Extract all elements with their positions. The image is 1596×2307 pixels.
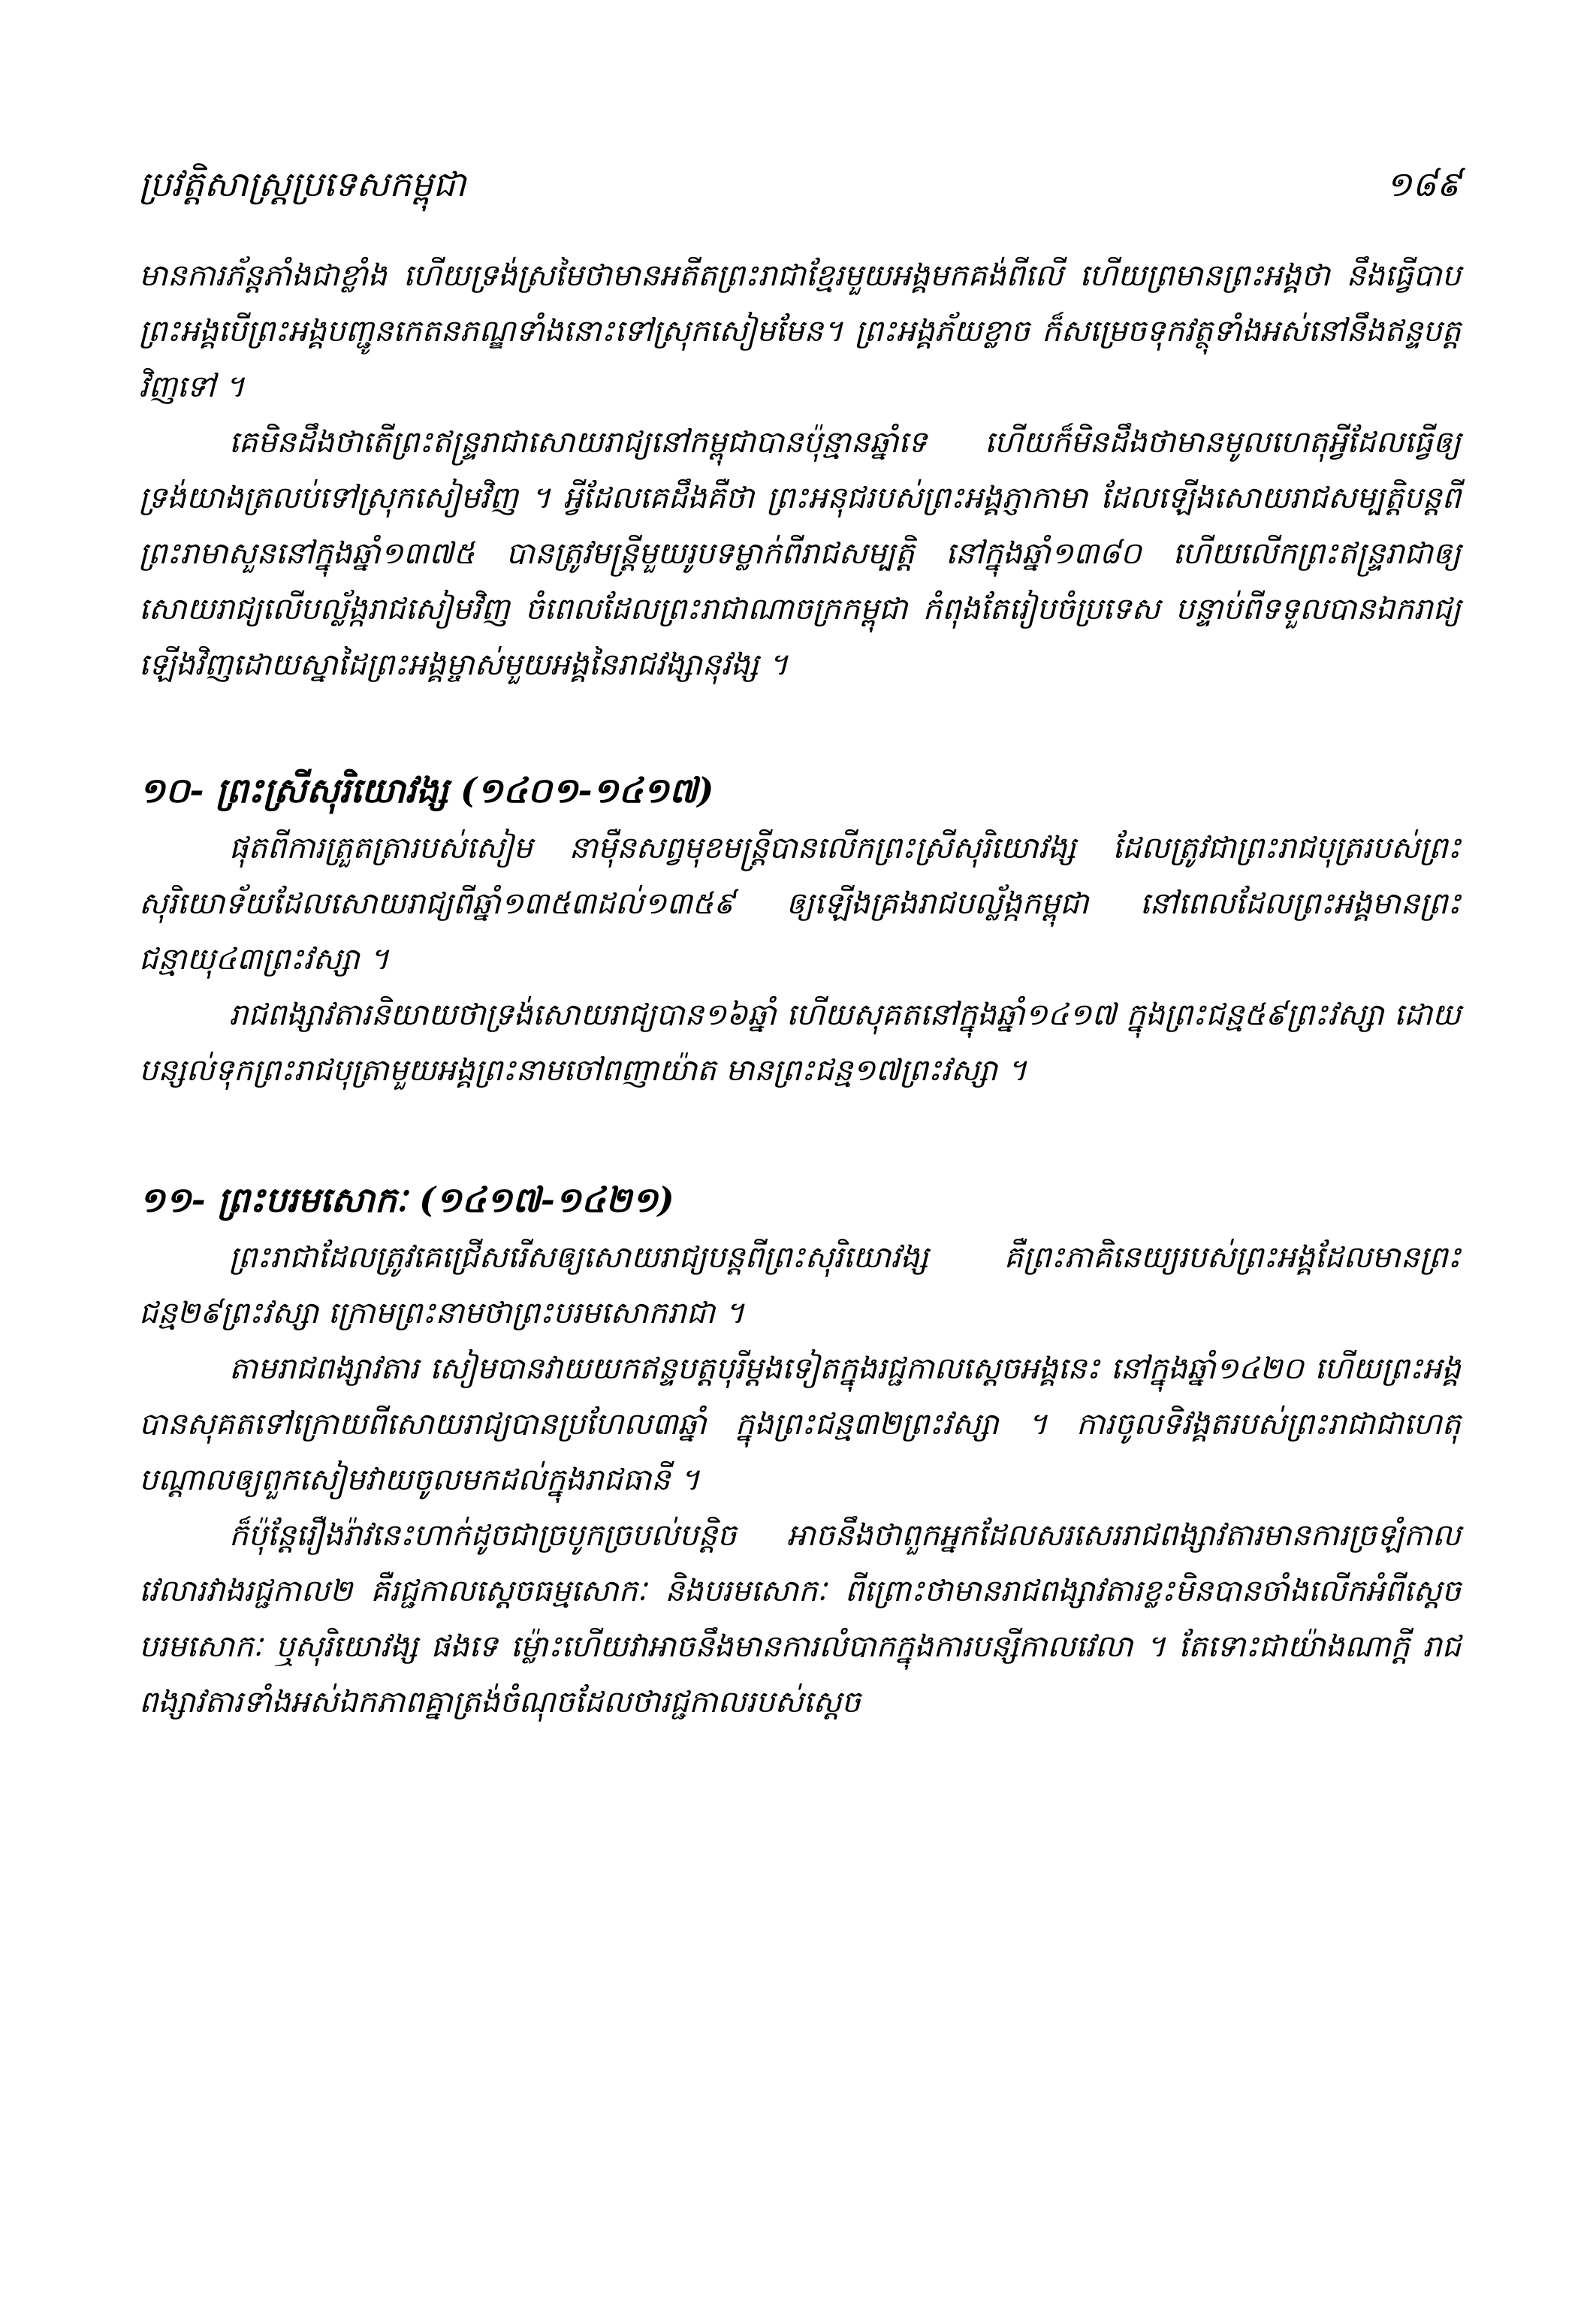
paragraph: មានការភ័ន្តភាំងជាខ្លាំង ហើយទ្រង់ស្រមៃថាមានអតីតព្រះរាជាខ្មែរមួយអង្គមកគង់ពីលើ ហើយព្រមានព្រះអង្គថា នឹងធ្វើបាបព្រះអង្គបើព្រះអង្គបញ្ជូនកេតនភណ្ឌទាំងនោះទៅស្រុកសៀមមែន។ ព្រះអង្គភ័យខ្លាច ក៏សម្រេចទុកវត្ថុទាំងអស់នៅនឹងឥន្ទបត្តវិញទៅ ។ <box>139 258 1461 404</box>
paragraph: តាមរាជពង្សាវតារ សៀមបានវាយយកឥន្ទបត្តបុរីម្តងទៀតក្នុងរជ្ជកាលស្តេចអង្គនេះ នៅក្នុងឆ្នាំ១៤២០ ហើយព្រះអង្គបានសុគតទៅក្រោយពីសោយរាជ្យបានប្រហែល៣ឆ្នាំ ក្នុងព្រះជន្ម៣២ព្រះវស្សា ។ ការចូលទិវង្គតរបស់ព្រះរាជាជាហេតុបណ្តាលឲ្យពួកសៀមវាយចូលមកដល់ក្នុងរាជធានី ។ <box>139 1351 1461 1497</box>
page-body <box>139 248 1461 1730</box>
paragraph: ផុតពីការត្រួតត្រារបស់សៀម នាម៉ឺនសព្វមុខមន្ត្រីបានលើកព្រះស្រីសុរិយោវង្ស ដែលត្រូវជាព្រះរាជបុត្ររបស់ព្រះសុរិយោទ័យដែលសោយរាជ្យពីឆ្នាំ១៣៥៣ដល់១៣៥៩ ឲ្យឡើងគ្រងរាជបល្ល័ង្កកម្ពុជា នៅពេលដែលព្រះអង្គមានព្រះជន្មាយុ៤៣ព្រះវស្សា ។ <box>139 831 1461 977</box>
page-number: ១៨៩ <box>1386 163 1461 204</box>
paragraph: ព្រះរាជាដែលត្រូវគេជ្រើសរើសឲ្យសោយរាជ្យបន្តពីព្រះសុរិយោវង្ស គឺព្រះភាគិនេយ្យរបស់ព្រះអង្គដែលមានព្រះជន្ម២៩ព្រះវស្សា ក្រោមព្រះនាមថាព្រះបរមសោករាជា ។ <box>139 1240 1461 1330</box>
paragraph: រាជពង្សាវតារនិយាយថាទ្រង់សោយរាជ្យបាន១៦ឆ្នាំ ហើយសុគតនៅក្នុងឆ្នាំ១៤១៧ ក្នុងព្រះជន្ម៥៩ព្រះវស្សា ដោយបន្សល់ទុកព្រះរាជបុត្រាមួយអង្គព្រះនាមចៅពញាយ៉ាត មានព្រះជន្ម១៧ព្រះវស្សា ។ <box>139 998 1461 1088</box>
section-10 <box>139 760 1461 1098</box>
section-heading: ១១- ព្រះបរមសោកៈ (១៤១៧-១៤២១) <box>139 1179 674 1220</box>
section-heading: ១០- ព្រះស្រីសុរិយោវង្ស (១៤០១-១៤១៧) <box>139 770 714 811</box>
running-header <box>139 162 1461 214</box>
paragraph: ក៏ប៉ុន្តែរឿងរ៉ាវនេះហាក់ដូចជាច្របូកច្របល់បន្តិច អាចនឹងថាពួកអ្នកដែលសរសេររាជពង្សាវតារមានការច្រឡំកាលវេលារវាងរជ្ជកាល២ គឺរជ្ជកាលស្តេចធម្មសោកៈ និងបរមសោកៈ ពីព្រោះថាមានរាជពង្សាវតារខ្លះមិនបានចាំងលើកអំពីស្តេចបរមសោកៈ ឬសុរិយោវង្ស ផងទេ ម៉្លោះហើយវាអាចនឹងមានការលំបាកក្នុងការបន្សីកាលវេលា ។ តែទោះជាយ៉ាងណាក្តី រាជពង្សាវតារទាំងអស់ឯកភាពគ្នាត្រង់ចំណុចដែលថារជ្ជកាលរបស់ស្តេច <box>139 1518 1461 1720</box>
book-title: ប្រវត្តិសាស្ត្រប្រទេសកម្ពុជា <box>139 163 466 204</box>
section-11 <box>139 1170 1461 1730</box>
paragraph: គេមិនដឹងថាតើព្រះឥន្ទ្ររាជាសោយរាជ្យនៅកម្ពុជាបានប៉ុន្មានឆ្នាំទេ ហើយក៏មិនដឹងថាមានមូលហេតុអ្វីដែលធ្វើឲ្យទ្រង់យាងត្រលប់ទៅស្រុកសៀមវិញ ។ អ្វីដែលគេដឹងគឺថា ព្រះអនុជរបស់ព្រះអង្គភ្ញាកាមា ដែលឡើងសោយរាជសម្បត្តិបន្តពីព្រះរាមាសួននៅក្នុងឆ្នាំ១៣៧៥ បានត្រូវមន្ត្រីមួយរូបទម្លាក់ពីរាជសម្បត្តិ នៅក្នុងឆ្នាំ១៣៨០ ហើយលើកព្រះឥន្ទ្ររាជាឲ្យសោយរាជ្យលើបល្ល័ង្ករាជសៀមវិញ ចំពេលដែលព្រះរាជាណាចក្រកម្ពុជា កំពុងតែរៀបចំប្រទេស បន្ទាប់ពីទទួលបានឯករាជ្យឡើងវិញដោយស្នាដៃព្រះអង្គម្ចាស់មួយអង្គនៃរាជវង្សានុវង្ស ។ <box>139 425 1461 682</box>
